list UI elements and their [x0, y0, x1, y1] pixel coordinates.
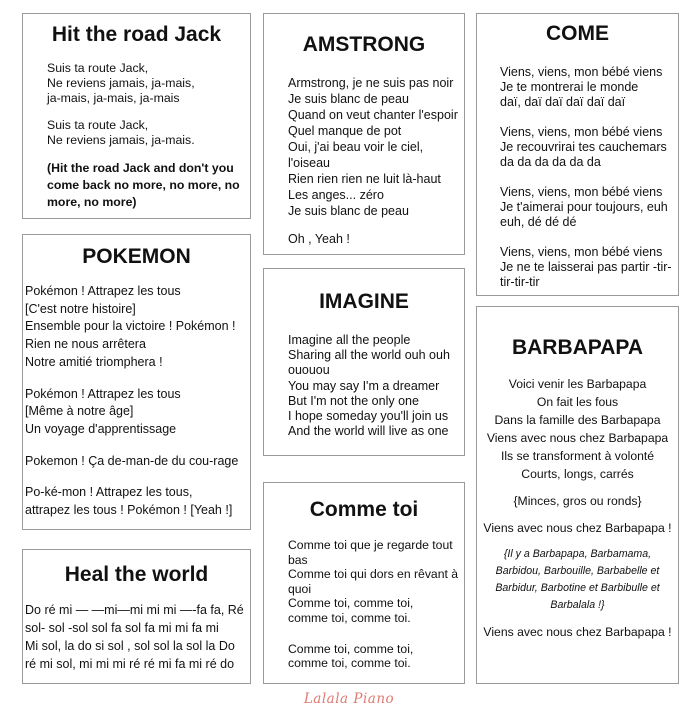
lyric-line: I hope someday you'll join us: [288, 409, 449, 424]
card-come: [476, 13, 679, 296]
lyric-line: da da da da da da: [500, 155, 601, 169]
lyric-line: Comme toi qui dors en rêvant à: [288, 567, 459, 582]
lyric-line: Sharing all the world ouh ouh: [288, 348, 450, 363]
lyric-names: {Il y a Barbapapa, Barbamama, Barbidou, Barbouille, Barbabelle et Barbidur, Barbotine et Barbibulle et Barbalala !}: [495, 548, 660, 611]
lyric-line: Rien rien rien ne luit là-haut: [288, 172, 441, 186]
lyric-line: Ne reviens jamais, ja-mais.: [47, 133, 195, 147]
card-title: Comme toi: [309, 498, 419, 521]
lyric-line: Suis ta route Jack,: [47, 61, 149, 75]
lyric-line: Les anges... zéro: [288, 188, 384, 202]
lyric-line: Viens, viens, mon bébé viens: [500, 245, 663, 259]
lyric-line: l'oiseau: [288, 156, 330, 170]
card-barbapapa: [476, 306, 679, 684]
card-title: COME: [546, 22, 609, 45]
lyric-line: Mi sol, la do si sol , sol sol la sol la Do: [25, 639, 235, 653]
lyric-line: Je suis blanc de peau: [288, 92, 409, 106]
lyric-line: Pokémon ! Attrapez les tous: [25, 284, 181, 298]
lyric-line: Viens avec nous chez Barbapapa: [486, 431, 669, 445]
card-title: AMSTRONG: [302, 33, 426, 56]
lyric-line: attrapez les tous ! Pokémon ! [Yeah !]: [25, 503, 233, 518]
lyric-line: Quel manque de pot: [288, 124, 402, 138]
card-hit-the-road-jack: [22, 13, 251, 219]
lyric-line: Je te montrerai le monde: [500, 80, 639, 94]
lyric-line: You may say I'm a dreamer: [288, 378, 440, 393]
lyric-line: Voici venir les Barbapapa: [508, 377, 647, 391]
lyrics: [264, 314, 464, 439]
lyric-line: Ensemble pour la victoire ! Pokémon !: [25, 319, 236, 334]
lyric-line: Comme toi que je regarde tout: [288, 538, 453, 552]
lyric-line: Armstrong, je ne suis pas noir: [288, 76, 454, 90]
card-title: Hit the road Jack: [51, 23, 222, 46]
lyric-line: Viens, viens, mon bébé viens: [500, 65, 663, 79]
lyric-line: Ne reviens jamais, ja-mais,: [47, 76, 195, 90]
lyric-line: ja-mais, ja-mais, ja-mais: [47, 91, 180, 105]
lyric-line: Comme toi, comme toi,: [288, 596, 414, 611]
card-title: IMAGINE: [319, 290, 409, 313]
lyric-line: Je ne te laisserai pas partir -tir-: [500, 260, 672, 274]
lyric-line: Rien ne nous arrêtera: [25, 337, 146, 352]
lyric-line: tir-tir-tir: [500, 275, 540, 289]
lyric-line: Ils se transforment à volonté: [500, 449, 655, 463]
lyrics: [264, 57, 464, 247]
lyrics: [23, 269, 250, 520]
card-amstrong: [263, 13, 465, 255]
lyric-line: bas: [288, 552, 308, 567]
lyric-line: [C'est notre histoire]: [25, 301, 136, 316]
lyric-line: Je recouvrirai tes cauchemars: [500, 140, 667, 154]
lyric-line: quoi: [288, 581, 312, 596]
lyric-line: On fait les fous: [536, 395, 619, 409]
lyric-line: ououou: [288, 363, 330, 378]
lyric-line: Imagine all the people: [288, 333, 411, 347]
card-comme-toi: [263, 482, 465, 684]
lyric-line: Je t'aimerai pour toujours, euh: [500, 200, 668, 214]
lyric-line: Quand on veut chanter l'espoir: [288, 108, 458, 122]
lyric-line: Oh , Yeah !: [288, 232, 350, 246]
card-title: POKEMON: [82, 245, 191, 268]
lyrics: [477, 360, 678, 641]
lyric-line: Do ré mi — —mi—mi mi mi —-fa fa, Ré: [25, 603, 244, 617]
card-title: BARBAPAPA: [511, 336, 644, 359]
lyric-line: Viens avec nous chez Barbapapa !: [483, 625, 672, 639]
lyric-line: ré mi sol, mi mi mi ré ré mi fa mi ré do: [25, 657, 235, 671]
card-imagine: [263, 268, 465, 456]
lyric-line: Po-ké-mon ! Attrapez les tous,: [25, 485, 193, 500]
lyric-line: Notre amitié triomphera !: [25, 354, 163, 369]
lyrics: [23, 47, 250, 211]
lyric-line: daï, daï daï daï daï daï: [500, 95, 626, 109]
lyric-line: Oui, j'ai beau voir le ciel,: [288, 140, 424, 154]
lyric-line: {Minces, gros ou ronds}: [513, 494, 642, 508]
lyric-line: Comme toi, comme toi,: [288, 641, 414, 656]
lyric-line: And the world will live as one: [288, 424, 449, 439]
lyric-line: Viens avec nous chez Barbapapa !: [483, 521, 672, 535]
footer-brand: Lalala Piano: [303, 691, 395, 707]
card-title: Heal the world: [64, 563, 209, 586]
lyric-line: euh, dé dé dé: [500, 215, 577, 229]
lyric-line: comme toi, comme toi.: [288, 656, 411, 671]
lyric-line: Un voyage d'apprentissage: [25, 421, 177, 436]
lyrics: [477, 46, 678, 290]
lyric-line: Pokemon ! Ça de-man-de du cou-rage: [25, 453, 239, 468]
lyric-line: Dans la famille des Barbapapa: [494, 413, 661, 427]
lyric-line: comme toi, comme toi.: [288, 610, 411, 625]
card-heal-the-world: [22, 549, 251, 684]
lyric-line: Viens, viens, mon bébé viens: [500, 125, 663, 139]
lyric-line: Je suis blanc de peau: [288, 204, 409, 218]
lyric-line: [Même à notre âge]: [25, 404, 134, 419]
card-pokemon: [22, 234, 251, 530]
lyric-english: (Hit the road Jack and don't you come back no more, no more, no more, no more): [47, 161, 240, 209]
lyric-line: Viens, viens, mon bébé viens: [500, 185, 663, 199]
lyric-line: Pokémon ! Attrapez les tous: [25, 386, 181, 401]
lyric-line: But I'm not the only one: [288, 393, 419, 408]
lyrics: [23, 587, 250, 673]
lyrics: [264, 522, 464, 671]
lyric-line: Suis ta route Jack,: [47, 118, 149, 132]
lyric-line: sol- sol -sol sol fa sol fa mi mi fa mi: [25, 621, 219, 635]
lyric-line: Courts, longs, carrés: [521, 467, 634, 481]
